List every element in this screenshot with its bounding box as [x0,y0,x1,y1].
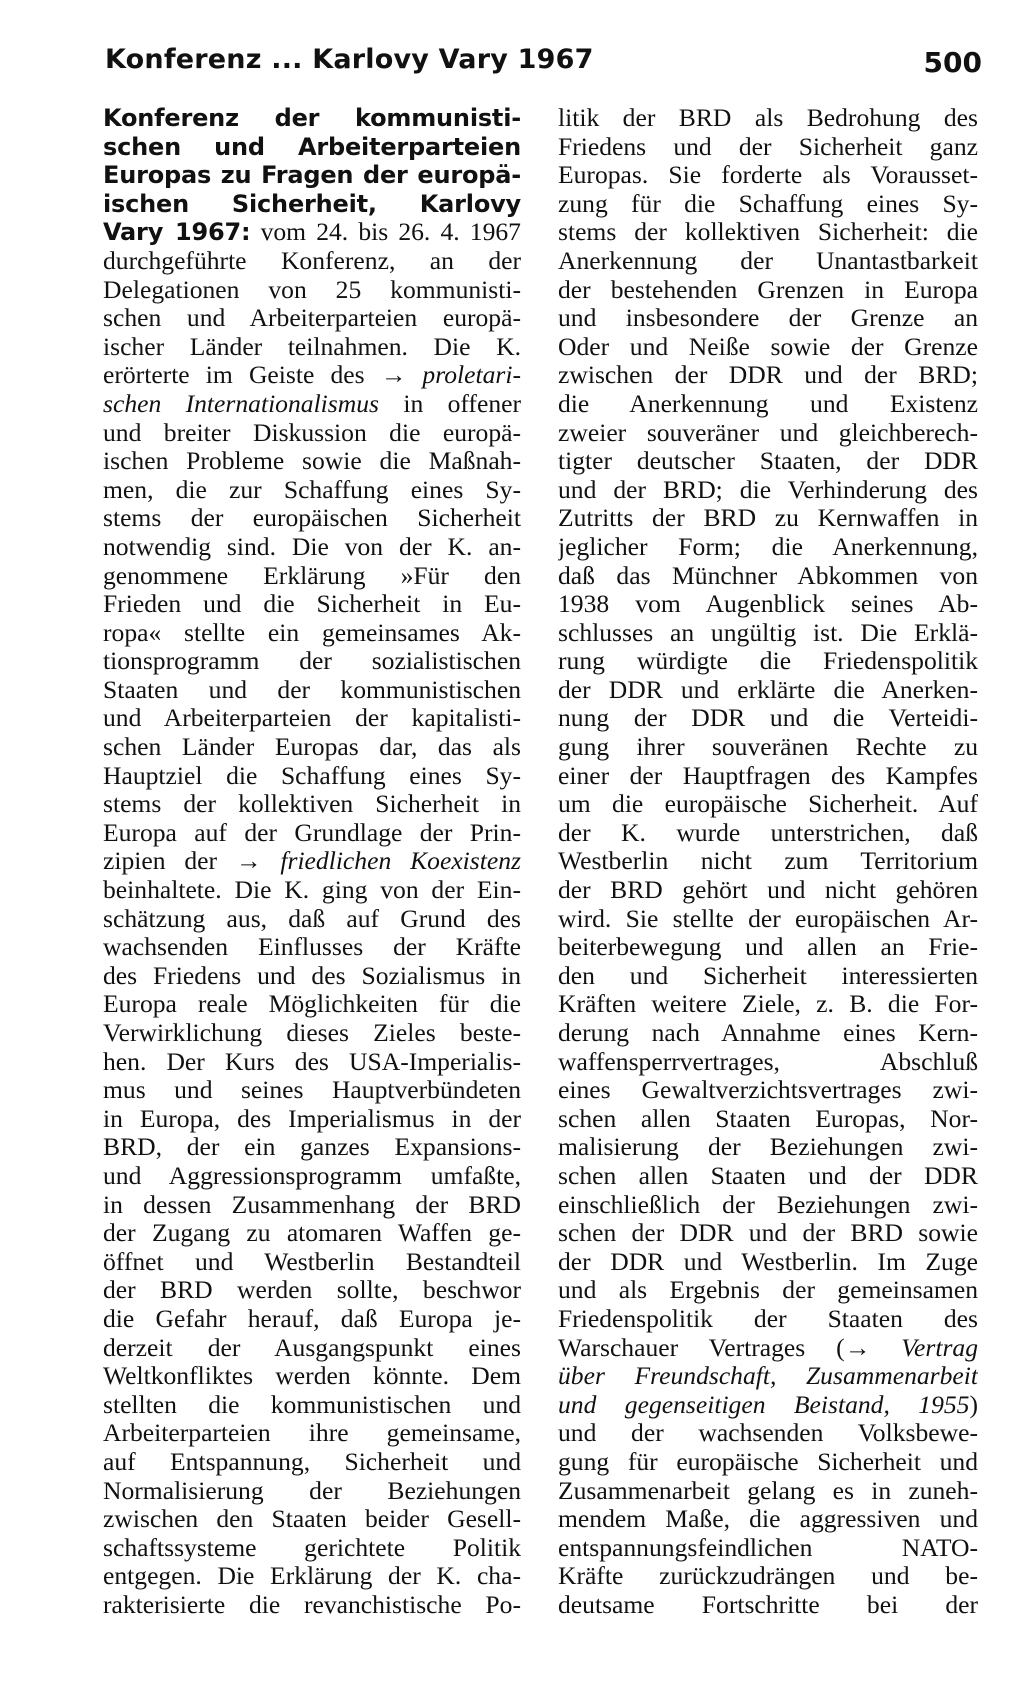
text-segment: derung nach Annahme eines Kern- [558,1019,978,1047]
text-line [558,419,978,448]
text-line [558,647,978,676]
text-segment: tigter deutscher Staaten, der DDR [558,447,978,476]
text-segment: der K. wurde unterstrichen, daß [558,818,978,847]
text-segment: Warschauer Vertrages (→ [558,1333,902,1362]
text-line [558,1076,978,1105]
text-segment: waffensperrvertrages, Abschluß [558,1047,978,1076]
text-segment: einer der Hauptfragen des Kampfes [558,761,978,790]
text-segment: hen. Der Kurs des USA-Imperialis- [103,1047,521,1076]
text-line [558,733,978,762]
text-line [558,905,978,934]
text-line [103,562,521,591]
text-line [103,1019,521,1048]
text-line [558,819,978,848]
text-line [558,1562,978,1591]
text-line [558,533,978,562]
text-line [558,1505,978,1534]
text-segment: entspannungsfeindlichen NATO- [558,1533,978,1562]
text-segment: mus und seines Hauptverbündeten [103,1076,521,1105]
text-segment: BRD, der ein ganzes Expansions- [103,1133,521,1162]
text-line [103,762,521,791]
text-segment: und Arbeiterparteien der kapitalisti- [103,704,521,733]
text-segment: rung würdigte die Friedenspolitik [558,647,978,676]
text-line [103,676,521,705]
text-line [103,361,521,390]
text-line [103,419,521,448]
text-line [558,1448,978,1477]
text-segment: mendem Maße, die aggressiven und [558,1505,978,1534]
text-segment: stellten die kommunistischen und [103,1390,521,1419]
text-segment: beiterbewegung und allen an Frie- [558,933,978,962]
text-segment: in Europa, des Imperialismus in der [103,1104,521,1133]
text-line [103,304,521,333]
text-segment: malisierung der Beziehungen zwi- [558,1133,978,1162]
text-line [103,819,521,848]
cross-reference: proletari- [422,361,521,390]
text-segment: Zusammenarbeit gelang es in zuneh- [558,1476,978,1505]
text-line [103,533,521,562]
text-segment: öffnet und Westberlin Bestandteil [103,1247,521,1276]
text-line [103,247,521,276]
text-line [558,1105,978,1134]
text-line [558,1591,978,1620]
text-segment: nung der DDR und die Verteidi- [558,704,978,733]
text-line [103,1191,521,1220]
text-line [103,962,521,991]
text-line [558,161,978,190]
text-segment: ropa« stellte ein gemeinsames Ak- [103,618,521,647]
text-segment: der Zugang zu atomaren Waffen ge- [103,1219,521,1248]
text-line [103,1105,521,1134]
text-segment: und der wachsenden Volksbewe- [558,1419,978,1448]
text-segment: schen Länder Europas dar, das als [103,733,521,762]
text-line [558,619,978,648]
text-segment: jeglicher Form; die Anerkennung, [558,532,978,561]
text-line [103,218,521,247]
text-line [103,1562,521,1591]
text-line [103,1448,521,1477]
text-line [103,1477,521,1506]
text-segment: und insbesondere der Grenze an [558,304,978,333]
text-line [558,790,978,819]
text-line [103,990,521,1019]
text-line [103,1534,521,1563]
text-line [558,1305,978,1334]
text-segment: 1938 vom Augenblick seines Ab- [558,590,978,619]
text-line [558,1419,978,1448]
text-line [558,762,978,791]
text-line [103,1391,521,1420]
text-line [103,1362,521,1391]
text-line [558,104,978,133]
text-line [558,276,978,305]
text-line [558,390,978,419]
text-segment: erörterte im Geiste des → [103,361,423,390]
text-line [558,876,978,905]
text-segment: wachsenden Einflusses der Kräfte [103,933,521,962]
text-line [558,133,978,162]
page-number: 500 [923,46,982,79]
entry-headword: Vary 1967: [103,218,251,247]
text-segment: die Anerkennung und Existenz [558,389,978,418]
entry-headword: ischen Sicherheit, Karlovy [103,189,521,218]
text-line [558,962,978,991]
text-line [103,790,521,819]
text-line [103,933,521,962]
text-segment: schlusses an ungültig ist. Die Erklä- [558,618,978,647]
text-line [558,1219,978,1248]
text-segment: men, die zur Schaffung eines Sy- [103,475,521,504]
text-segment: ischen Probleme sowie die Maßnah- [103,447,521,476]
text-segment: zwischen der DDR und der BRD; [558,361,978,390]
text-line [558,1334,978,1363]
text-segment: zung für die Schaffung eines Sy- [558,189,978,218]
text-line [103,390,521,419]
text-segment: um die europäische Sicherheit. Auf [558,790,978,819]
text-segment: wird. Sie stellte der europäischen Ar- [558,904,978,933]
running-head: Konferenz ... Karlovy Vary 1967 [105,44,594,75]
text-segment: auf Entspannung, Sicherheit und [103,1447,521,1476]
text-segment: eines Gewaltverzichtsvertrages zwi- [558,1076,978,1105]
text-segment: und Aggressionsprogramm umfaßte, [103,1161,521,1190]
text-line [558,247,978,276]
text-segment: die Gefahr herauf, daß Europa je- [103,1304,521,1333]
text-line [558,1362,978,1391]
text-segment: der BRD werden sollte, beschwor [103,1276,521,1305]
text-line [103,1276,521,1305]
text-segment: Frieden und die Sicherheit in Eu- [103,590,521,619]
text-line [558,933,978,962]
text-segment: deutsame Fortschritte bei der [558,1590,978,1619]
text-segment: ) [969,1390,978,1419]
entry-headword: Konferenz der kommunisti- [103,104,521,132]
text-line [103,1591,521,1620]
text-line [103,704,521,733]
text-segment: schen und Arbeiterparteien europä- [103,304,521,333]
text-line [558,476,978,505]
text-line [558,1276,978,1305]
text-segment: der bestehenden Grenzen in Europa [558,275,978,304]
text-segment: schen allen Staaten und der DDR [558,1161,978,1190]
text-segment: beinhaltete. Die K. ging von der Ein- [103,876,521,905]
text-line [558,447,978,476]
text-segment: Friedenspolitik der Staaten des [558,1304,978,1333]
text-line [103,1076,521,1105]
text-line [558,1133,978,1162]
text-line [103,104,521,133]
text-segment: den und Sicherheit interessierten [558,961,978,990]
text-line [558,1477,978,1506]
text-segment: Delegationen von 25 kommunisti- [103,275,521,304]
text-line [558,562,978,591]
text-segment: daß das Münchner Abkommen von [558,561,978,590]
text-segment: litik der BRD als Bedrohung des [558,104,978,132]
text-segment: zweier souveräner und gleichberech- [558,418,978,447]
text-segment: in offener [379,389,521,418]
text-segment: in dessen Zusammenhang der BRD [103,1190,521,1219]
cross-reference: friedlichen Koexistenz [280,847,521,876]
text-segment: derzeit der Ausgangspunkt eines [103,1333,521,1362]
text-line [103,504,521,533]
text-line [558,847,978,876]
text-line [103,1505,521,1534]
text-line [558,361,978,390]
text-segment: stems der europäischen Sicherheit [103,504,521,533]
text-segment: Staaten und der kommunistischen [103,675,521,704]
text-line [103,1334,521,1363]
text-segment: rakterisierte die revanchistische Po- [103,1590,521,1619]
text-segment: schätzung aus, daß auf Grund des [103,904,521,933]
text-line [103,590,521,619]
text-segment: vom 24. bis 26. 4. 1967 [250,218,521,247]
text-line [103,1162,521,1191]
text-line [558,218,978,247]
text-line [558,590,978,619]
text-line [558,1248,978,1277]
text-line [103,190,521,219]
entry-headword: schen und Arbeiterparteien [103,132,521,161]
text-line [558,1019,978,1048]
text-segment: und als Ergebnis der gemeinsamen [558,1276,978,1305]
text-segment: der DDR und Westberlin. Im Zuge [558,1247,978,1276]
right-column [558,104,978,1619]
text-line [558,304,978,333]
text-segment: ischer Länder teilnahmen. Die K. [103,332,521,361]
text-segment: einschließlich der Beziehungen zwi- [558,1190,978,1219]
text-segment: tionsprogramm der sozialistischen [103,647,521,676]
cross-reference: über Freundschaft, Zusammenarbeit [558,1362,978,1391]
text-segment: zwischen den Staaten beider Gesell- [103,1505,521,1534]
text-segment: gung für europäische Sicherheit und [558,1447,978,1476]
text-line [558,990,978,1019]
text-segment: und der BRD; die Verhinderung des [558,475,978,504]
text-line [103,447,521,476]
text-segment: Kräfte zurückzudrängen und be- [558,1562,978,1591]
text-line [103,1419,521,1448]
text-segment: Zutritts der BRD zu Kernwaffen in [558,504,978,533]
text-line [558,1048,978,1077]
text-segment: Friedens und der Sicherheit ganz [558,132,978,161]
text-segment: Verwirklichung dieses Zieles beste- [103,1019,521,1047]
text-segment: genommene Erklärung »Für den [103,561,521,590]
text-line [558,704,978,733]
text-segment: Kräften weitere Ziele, z. B. die For- [558,990,978,1019]
text-segment: schaftssysteme gerichtete Politik [103,1533,521,1562]
text-segment: der DDR und erklärte die Anerken- [558,675,978,704]
text-segment: und breiter Diskussion die europä- [103,418,521,447]
text-line [103,1133,521,1162]
text-line [103,847,521,876]
text-line [558,1191,978,1220]
text-segment: Normalisierung der Beziehungen [103,1476,521,1505]
text-segment: schen der DDR und der BRD sowie [558,1219,978,1248]
text-line [103,276,521,305]
text-segment: Hauptziel die Schaffung eines Sy- [103,761,521,790]
text-line [558,1162,978,1191]
text-segment: Europa auf der Grundlage der Prin- [103,818,521,847]
text-line [103,133,521,162]
text-line [103,1048,521,1077]
text-line [103,1248,521,1277]
text-line [558,676,978,705]
left-column [103,104,521,1619]
cross-reference: schen Internationalismus [103,389,379,418]
text-segment: Europas. Sie forderte als Vorausset- [558,161,978,190]
text-segment: Oder und Neiße sowie der Grenze [558,332,978,361]
text-line [103,733,521,762]
text-line [558,190,978,219]
text-segment: stems der kollektiven Sicherheit in [103,790,521,819]
text-line [103,1305,521,1334]
text-segment: Westberlin nicht zum Territorium [558,847,978,876]
text-segment: Anerkennung der Unantastbarkeit [558,246,978,275]
text-segment: schen allen Staaten Europas, Nor- [558,1104,978,1133]
text-line [103,905,521,934]
text-segment: Europa reale Möglichkeiten für die [103,990,521,1019]
text-line [103,876,521,905]
text-line [558,1391,978,1420]
text-line [103,161,521,190]
text-line [103,647,521,676]
text-segment: notwendig sind. Die von der K. an- [103,532,521,561]
text-segment: des Friedens und des Sozialismus in [103,961,521,990]
cross-reference: und gegenseitigen Beistand, 1955 [558,1390,970,1419]
text-line [558,504,978,533]
text-segment: der BRD gehört und nicht gehören [558,876,978,905]
text-line [103,1219,521,1248]
text-segment: durchgeführte Konferenz, an der [103,246,521,275]
text-segment: zipien der → [103,847,281,876]
text-line [103,619,521,648]
text-segment: entgegen. Die Erklärung der K. cha- [103,1562,521,1591]
text-line [558,1534,978,1563]
text-segment: stems der kollektiven Sicherheit: die [558,218,978,247]
cross-reference: Vertrag [901,1333,978,1362]
entry-headword: Europas zu Fragen der europä- [103,161,521,190]
text-segment: Arbeiterparteien ihre gemeinsame, [103,1419,521,1448]
text-line [558,333,978,362]
text-line [103,333,521,362]
text-segment: gung ihrer souveränen Rechte zu [558,733,978,762]
text-segment: Weltkonfliktes werden könnte. Dem [103,1362,521,1391]
text-line [103,476,521,505]
